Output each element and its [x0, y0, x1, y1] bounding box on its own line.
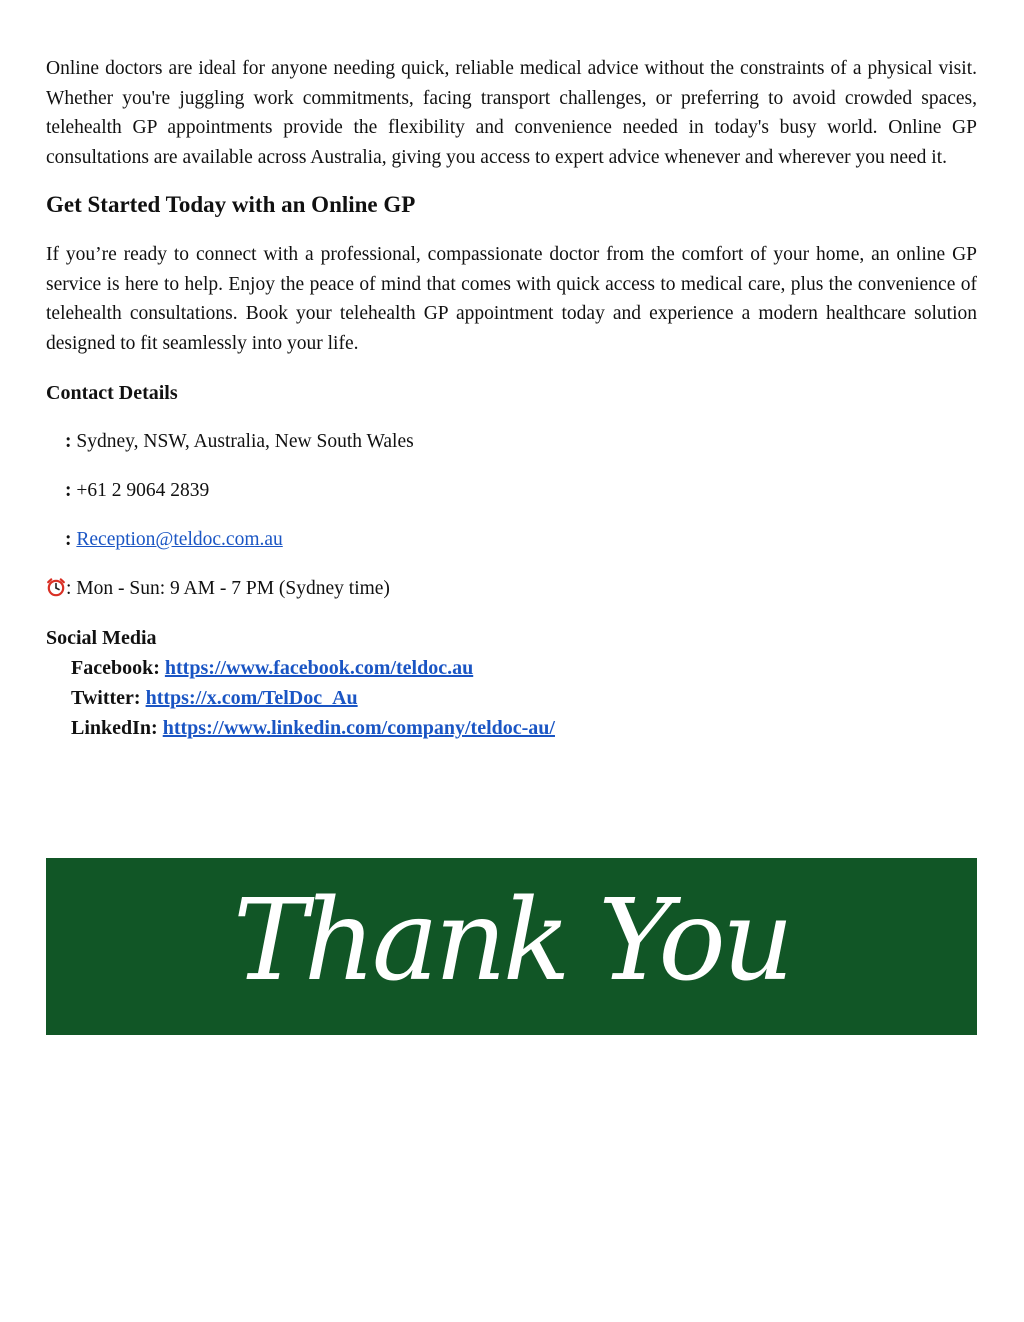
phone-colon: :: [65, 480, 72, 501]
intro-paragraph: Online doctors are ideal for anyone needing quick, reliable medical advice without the constraints of a physical visit. Whether you're juggling work commitments, facing transport challenges, or preferring to avoid crowded spaces, telehealth GP appointments provide the flexibility and convenience needed in today's busy world. Online GP consultations are available across Australia, giving you access to expert advice whenever and wherever you need it.: [46, 58, 977, 168]
facebook-line: [46, 653, 977, 683]
get-started-heading: Get Started Today with an Online GP: [46, 192, 416, 217]
contact-phone: +61 2 9064 2839: [76, 480, 210, 501]
contact-email-link[interactable]: Reception@teldoc.com.au: [76, 529, 283, 550]
twitter-label: Twitter:: [71, 687, 141, 709]
contact-details-heading: Contact Details: [46, 382, 178, 404]
facebook-link[interactable]: https://www.facebook.com/teldoc.au: [164, 657, 474, 679]
linkedin-link[interactable]: https://www.linkedin.com/company/teldoc-au/: [162, 717, 555, 739]
contact-phone-line: [46, 476, 977, 506]
facebook-label: Facebook:: [71, 657, 160, 679]
contact-email-line: [46, 525, 977, 555]
contact-address-line: [46, 427, 977, 457]
thank-you-banner: [46, 858, 977, 1035]
twitter-line: [46, 683, 977, 713]
get-started-paragraph: If you’re ready to connect with a professional, compassionate doctor from the comfort of your home, an online GP service is here to help. Enjoy the peace of mind that comes with quick access to medical care, plus the convenience of telehealth consultations. Book your telehealth GP appointment today and experience a modern healthcare solution designed to fit seamlessly into your life.: [46, 244, 977, 354]
linkedin-line: [46, 713, 977, 743]
twitter-link[interactable]: https://x.com/TelDoc_Au: [145, 687, 358, 709]
thank-you-text: Thank You: [233, 875, 790, 1006]
document-page: [46, 54, 977, 743]
social-media-heading: Social Media: [46, 627, 157, 649]
contact-address: Sydney, NSW, Australia, New South Wales: [76, 431, 414, 452]
contact-hours-line: [46, 574, 977, 604]
contact-hours: : Mon - Sun: 9 AM - 7 PM (Sydney time): [66, 578, 390, 599]
linkedin-label: LinkedIn:: [71, 717, 158, 739]
email-colon: :: [65, 529, 72, 550]
alarm-clock-icon: [46, 577, 66, 597]
address-colon: :: [65, 431, 72, 452]
